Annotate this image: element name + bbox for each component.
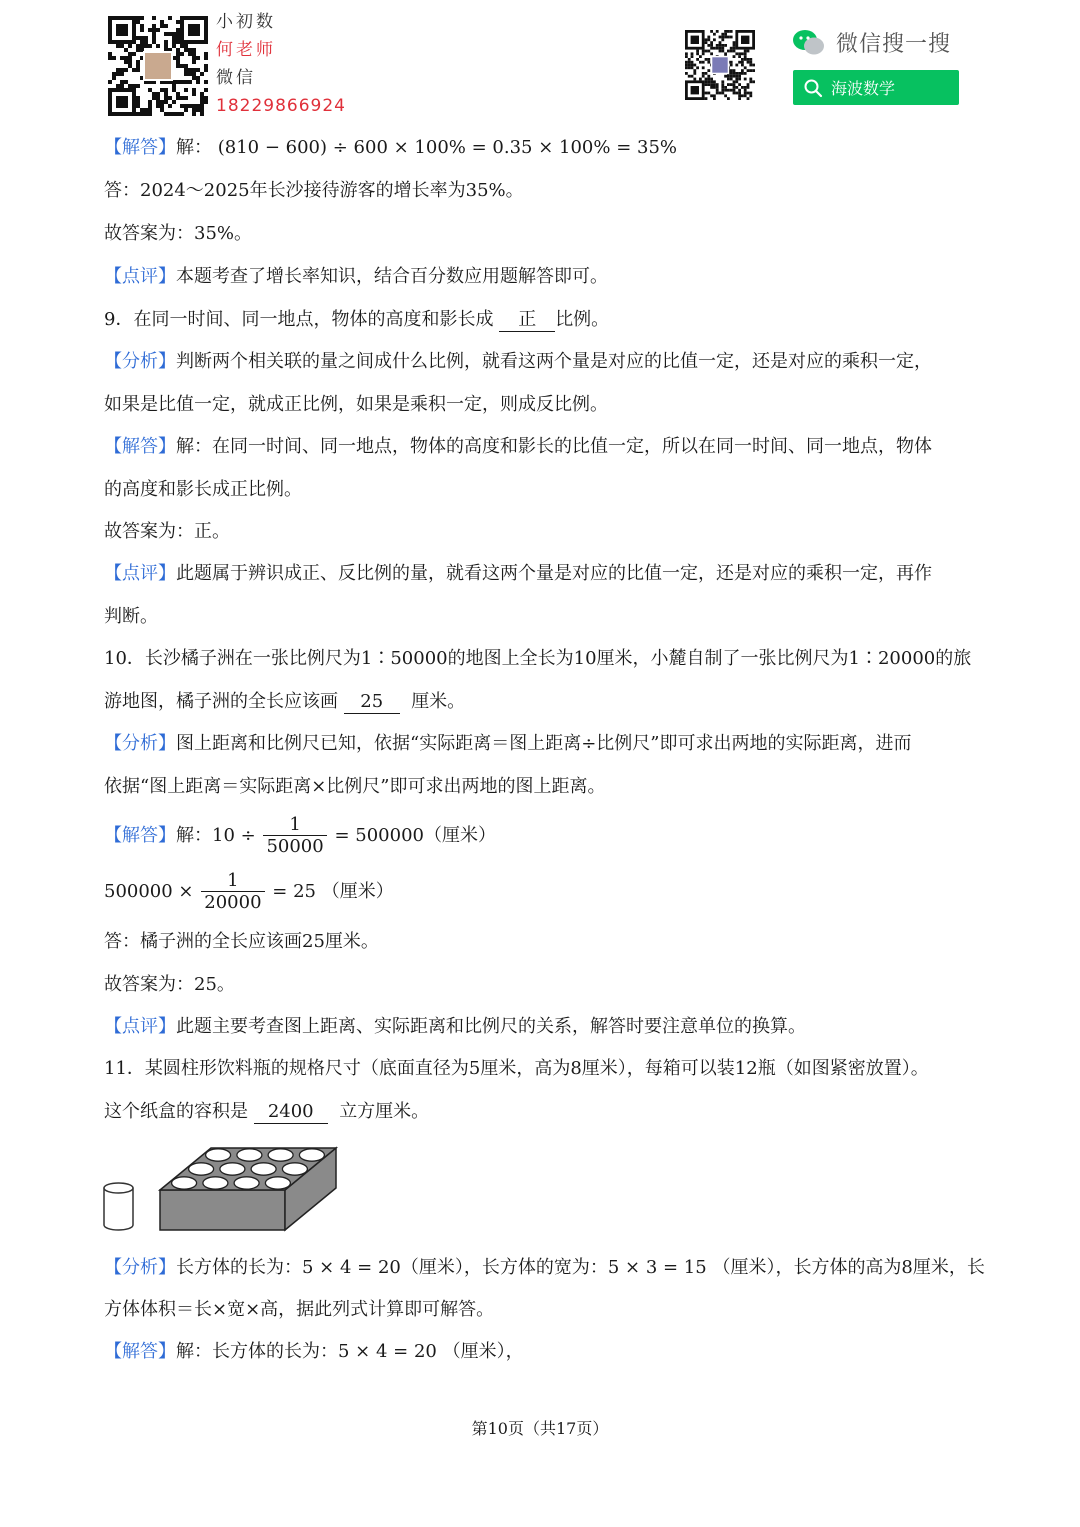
fraction-numerator: 1 (263, 815, 326, 836)
bottle-opening (203, 1177, 228, 1189)
contact-block (216, 8, 346, 120)
single-bottle-cylinder (104, 1183, 133, 1230)
q10-analysis-2: 依据“图上距离＝实际距离×比例尺”即可求出两地的图上距离。 (104, 776, 606, 797)
q10-answer: 答：橘子洲的全长应该画25厘米。 (104, 931, 379, 952)
wechat-search-label: 微信搜一搜 (836, 32, 952, 57)
q8-final: 故答案为：35%。 (104, 223, 253, 244)
bottle-opening (282, 1163, 307, 1175)
q9-stem (104, 307, 609, 333)
comment-text: 本题考查了增长率知识，结合百分数应用题解答即可。 (176, 266, 608, 287)
solve-text: 解：长方体的长为：5 × 4 = 20 （厘米）， (176, 1341, 524, 1362)
qr-code-right (685, 30, 755, 100)
solve-tag: 【解答】 (104, 825, 176, 846)
solve-tag: 【解答】 (104, 436, 176, 457)
q10-stem-after: 厘米。 (411, 691, 466, 712)
bottle-opening (172, 1177, 197, 1189)
qr-code-left (108, 16, 208, 116)
wechat-icon (792, 28, 826, 58)
comment-text: 此题属于辨识成正、反比例的量，就看这两个量是对应的比值一定，还是对应的乘积一定，再作 (176, 563, 932, 584)
contact-line-2: 何老师 (216, 40, 276, 60)
search-icon (803, 78, 823, 98)
q9-stem-before: 9．在同一时间、同一地点，物体的高度和影长成 (104, 309, 494, 330)
bottle-opening (220, 1163, 245, 1175)
search-button-label: 海波数学 (831, 79, 896, 98)
solve-tag: 【解答】 (104, 137, 176, 158)
comment-tag: 【点评】 (104, 266, 176, 287)
q10-blank: 25 (344, 691, 400, 714)
bottle-and-box-figure (100, 1140, 340, 1235)
fraction (263, 815, 326, 858)
q11-blank: 2400 (254, 1101, 328, 1124)
q11-analysis-1 (104, 1255, 985, 1281)
comment-tag: 【点评】 (104, 1016, 176, 1037)
q9-final: 故答案为：正。 (104, 521, 230, 542)
contact-phone: 18229866924 (216, 96, 346, 116)
solve-text: 解：在同一时间、同一地点，物体的高度和影长的比值一定，所以在同一时间、同一地点，物体 (176, 436, 932, 457)
q11-stem-2 (104, 1099, 429, 1125)
q9-blank: 正 (499, 309, 555, 332)
q9-solve-1 (104, 434, 932, 460)
bottle-opening (189, 1163, 214, 1175)
bottle-opening (237, 1149, 262, 1161)
analysis-tag: 【分析】 (104, 1257, 176, 1278)
q10-final: 故答案为：25。 (104, 974, 235, 995)
q8-solve-line (104, 135, 677, 161)
page-number: 第10页（共17页） (471, 1419, 609, 1438)
q8-answer: 答：2024～2025年长沙接待游客的增长率为35%。 (104, 180, 524, 201)
comment-tag: 【点评】 (104, 563, 176, 584)
comment-text: 此题主要考查图上距离、实际距离和比例尺的关系，解答时要注意单位的换算。 (176, 1016, 806, 1037)
fraction-denominator: 20000 (204, 891, 262, 913)
bottle-opening (234, 1177, 259, 1189)
analysis-text: 长方体的长为：5 × 4 = 20（厘米），长方体的宽为：5 × 3 = 15 （厘米），长方体的高为8厘米，长 (176, 1257, 985, 1278)
bottle-opening (299, 1149, 324, 1161)
analysis-text: 判断两个相关联的量之间成什么比例，就看这两个量是对应的比值一定，还是对应的乘积一定， (176, 351, 932, 372)
bottle-opening (251, 1163, 276, 1175)
q10-comment (104, 1014, 806, 1040)
q9-solve-2: 的高度和影长成正比例。 (104, 479, 302, 500)
q10-stem-1: 10．长沙橘子洲在一张比例尺为1∶50000的地图上全长为10厘米，小麓自制了一张比例尺为1∶20000的旅 (104, 648, 972, 669)
q9-comment-1 (104, 561, 932, 587)
analysis-tag: 【分析】 (104, 351, 176, 372)
q10-solve-1 (104, 813, 496, 859)
q11-stem-1: 11．某圆柱形饮料瓶的规格尺寸（底面直径为5厘米，高为8厘米），每箱可以装12瓶（如图紧密放置）。 (104, 1058, 929, 1079)
q8-formula: (810 − 600) ÷ 600 × 100% = 0.35 × 100% = 35% (217, 137, 678, 158)
q9-stem-after: 比例。 (555, 309, 610, 330)
q11-stem-after: 立方厘米。 (339, 1101, 430, 1122)
solve-prefix: 解： (176, 137, 212, 158)
bottle-opening (265, 1177, 290, 1189)
q11-analysis-2: 方体体积＝长×宽×高，据此列式计算即可解答。 (104, 1299, 495, 1320)
fraction-denominator: 50000 (266, 835, 324, 857)
q8-comment (104, 264, 608, 290)
analysis-tag: 【分析】 (104, 733, 176, 754)
q9-analysis-2: 如果是比值一定，就成正比例，如果是乘积一定，则成反比例。 (104, 394, 608, 415)
fraction (201, 871, 264, 914)
solve-result: = 25 （厘米） (272, 881, 394, 902)
analysis-text: 图上距离和比例尺已知，依据“实际距离＝图上距离÷比例尺”即可求出两地的实际距离，进而 (176, 733, 912, 754)
q10-solve-2 (104, 869, 394, 915)
q10-analysis-1 (104, 731, 911, 757)
solve-result: = 500000（厘米） (334, 825, 496, 846)
packing-box (160, 1148, 336, 1230)
fraction-numerator: 1 (201, 871, 264, 892)
contact-line-3: 微信 (216, 68, 256, 88)
bottle-opening (206, 1149, 231, 1161)
bottle-opening (268, 1149, 293, 1161)
solve-prefix: 解：10 ÷ (176, 825, 256, 846)
solve-tag: 【解答】 (104, 1341, 176, 1362)
q10-stem-2 (104, 689, 465, 715)
contact-line-1: 小初数 (216, 12, 276, 32)
q11-solve-1 (104, 1339, 524, 1365)
q11-stem-before: 这个纸盒的容积是 (104, 1101, 248, 1122)
q9-analysis-1 (104, 349, 932, 375)
q9-comment-2: 判断。 (104, 606, 158, 627)
q10-stem-before: 游地图，橘子洲的全长应该画 (104, 691, 338, 712)
wechat-search-brand (792, 27, 951, 58)
search-button[interactable] (793, 70, 959, 105)
solve-expr: 500000 × (104, 881, 194, 902)
